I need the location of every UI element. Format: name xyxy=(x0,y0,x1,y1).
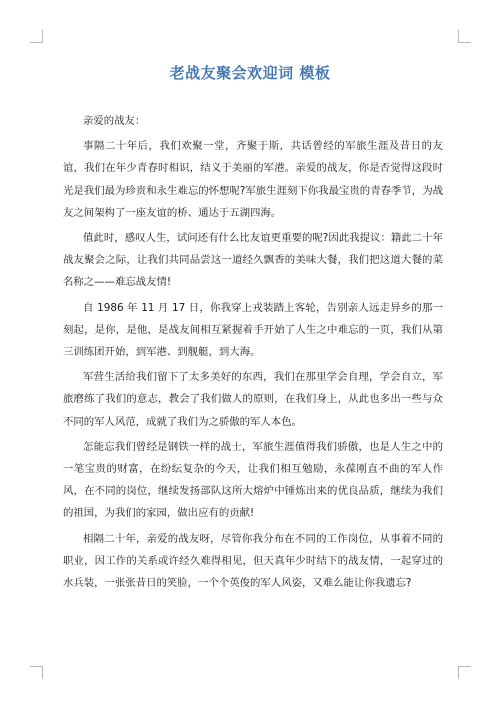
paragraph-3: 自 1986 年 11 月 17 日，你我穿上戎装踏上客轮，告别亲人远走异乡的那一刻起，是你，是他，是战友间相互紧握着手开始了人生之中难忘的一页，我们从第三训练团开始，到军港、到舰艇，到大海。 xyxy=(63,301,443,359)
document-title: 老战友聚会欢迎词 模板 xyxy=(169,64,331,82)
paragraph-2: 值此时，感叹人生，试问还有什么比友谊更重要的呢?因此我提议：籍此二十年战友聚会之际，让我们共同品尝这一道经久飘香的美味大餐，我们把这道大餐的菜名称之——难忘战友情! xyxy=(63,232,443,289)
crop-mark-bottom-left xyxy=(30,666,43,679)
paragraph-4: 军营生活给我们留下了太多美好的东西，我们在那里学会自理，学会自立，军旅磨练了我们的意志，教会了我们做人的原则，在我们身上，从此也多出一些与众不同的军人风范，成就了我们为之骄傲的军人本色。 xyxy=(63,371,443,428)
paragraph-1: 事隔二十年后，我们欢聚一堂，齐聚于斯，共话曾经的军旅生涯及昔日的友谊，我们在年少青春时相识，结义于美丽的军港。亲爱的战友，你是否觉得这段时光是我们最为珍贵和永生难忘的怀想呢?军旅生涯刻下你我最宝贵的青春季节，为战友之间架构了一座友谊的桥、通达于五湖四海。 xyxy=(63,140,443,219)
crop-mark-top-right xyxy=(458,30,471,43)
crop-mark-top-left xyxy=(30,30,43,43)
document-body xyxy=(63,110,443,597)
paragraph-6: 相隔二十年，亲爱的战友呀，尽管你我分布在不同的工作岗位，从事着不同的职业，因工作的关系或许经久难得相见，但天真年少时结下的战友情，一起穿过的水兵装，一张张昔日的笑脸，一个个英俊的军人风姿，又难么能让你我遗忘? xyxy=(63,532,443,590)
salutation: 亲爱的战友： xyxy=(83,115,146,127)
crop-mark-bottom-right xyxy=(458,666,471,679)
paragraph-5: 怎能忘我们曾经是钢铁一样的战士，军旅生涯值得我们骄傲，也是人生之中的一笔宝贵的财富，在纷纭复杂的今天，让我们相互勉励，永葆刚直不曲的军人作风，在不同的岗位，继续发扬部队这所大熔炉中锤炼出来的优良品质，继续为我们的祖国，为我们的家园，做出应有的贡献! xyxy=(63,440,443,520)
